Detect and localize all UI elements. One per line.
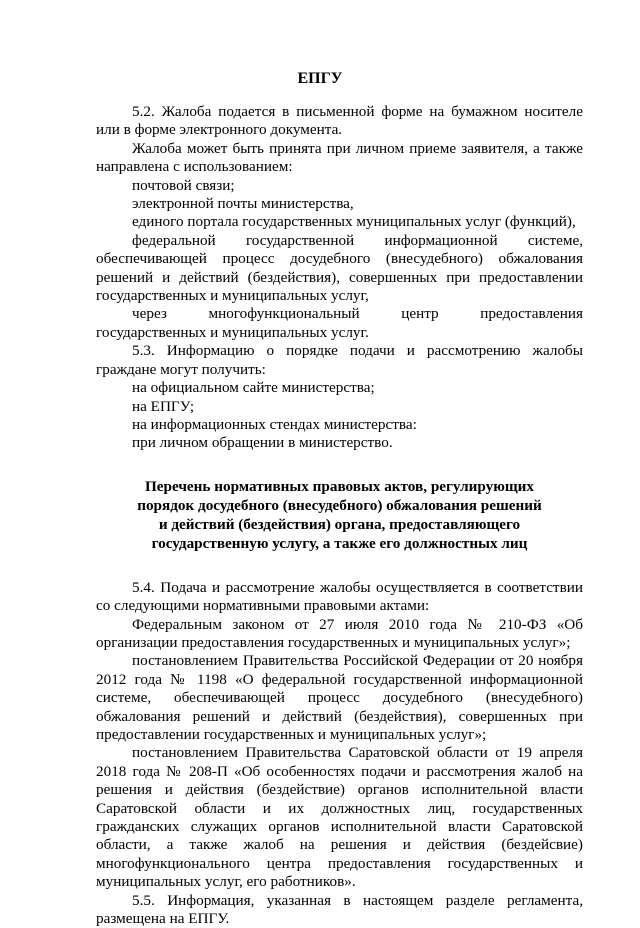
list-item: на информационных стендах министерства: [132, 415, 417, 433]
paragraph: Жалоба может быть принята при личном приеме заявителя, а также направлена с использованием: [96, 139, 583, 176]
legal-acts-section [96, 579, 583, 928]
list-item: единого портала государственных муниципальных услуг (функций), [132, 213, 576, 231]
section-title-line: государственную услугу, а также его должностных лиц [151, 534, 528, 552]
paragraph: 5.3. Информацию о порядке подачи и рассмотрению жалобы граждане могут получить: [96, 342, 583, 378]
page-heading: ЕПГУ [297, 70, 343, 87]
section-title [96, 477, 583, 553]
paragraph: 5.5. Информация, указанная в настоящем разделе регламента, размещена на ЕПГУ. [96, 891, 583, 928]
paragraph: 5.2. Жалоба подается в письменной форме на бумажном носителе или в форме электронного документа. [96, 103, 583, 139]
paragraph: постановлением Правительства Российской Федерации от 20 ноября 2012 года № 1198 «О федеральной государственной информационной системе, обеспечивающей процесс досудебного (внесудебного) обжалования решений и действий (бездействия), совершенных при предоставлении государственных и муниципальных услуг»; [96, 652, 583, 743]
list-item: при личном обращении в министерство. [132, 434, 393, 452]
section-title-line: порядок досудебного (внесудебного) обжалования решений [137, 496, 542, 514]
list-item: почтовой связи; [132, 176, 235, 194]
paragraph: федеральной государственной информационной системе, обеспечивающей процесс досудебного (внесудебного) обжалования решений и действий (бездействия), совершенных при предоставлении государственных и муниципальных услуг, [96, 231, 583, 305]
paragraph: Федеральным законом от 27 июля 2010 года № 210-ФЗ «Об организации предоставления государственных и муниципальных услуг»; [96, 615, 583, 651]
document-body [96, 103, 583, 928]
list-item: на ЕПГУ; [132, 397, 195, 415]
section-title-line: Перечень нормативных правовых актов, регулирующих [144, 477, 534, 495]
paragraph: постановлением Правительства Саратовской области от 19 апреля 2018 года № 208-П «Об особенностях подачи и рассмотрения жалоб на решения и действия (бездействие) органов исполнительной власти Саратовской области и их должностных лиц, государственных гражданских служащих органов исполнительной власти Саратовской области, а также жалоб на решения и действия (бездейсвие) многофункционального центра предоставления государственных и муниципальных услуг, его работников». [96, 744, 583, 891]
list-item: на официальном сайте министерства; [132, 379, 375, 397]
paragraph: через многофункциональный центр предоставления государственных и муниципальных услуг. [96, 305, 583, 341]
paragraph: 5.4. Подача и рассмотрение жалобы осуществляется в соответствии со следующими нормативными правовыми актами: [96, 578, 583, 615]
list-item: электронной почты министерства, [132, 195, 354, 213]
complaint-submission-section [96, 103, 583, 453]
section-title-line: и действий (бездействия) органа, предоставляющего [158, 515, 521, 533]
